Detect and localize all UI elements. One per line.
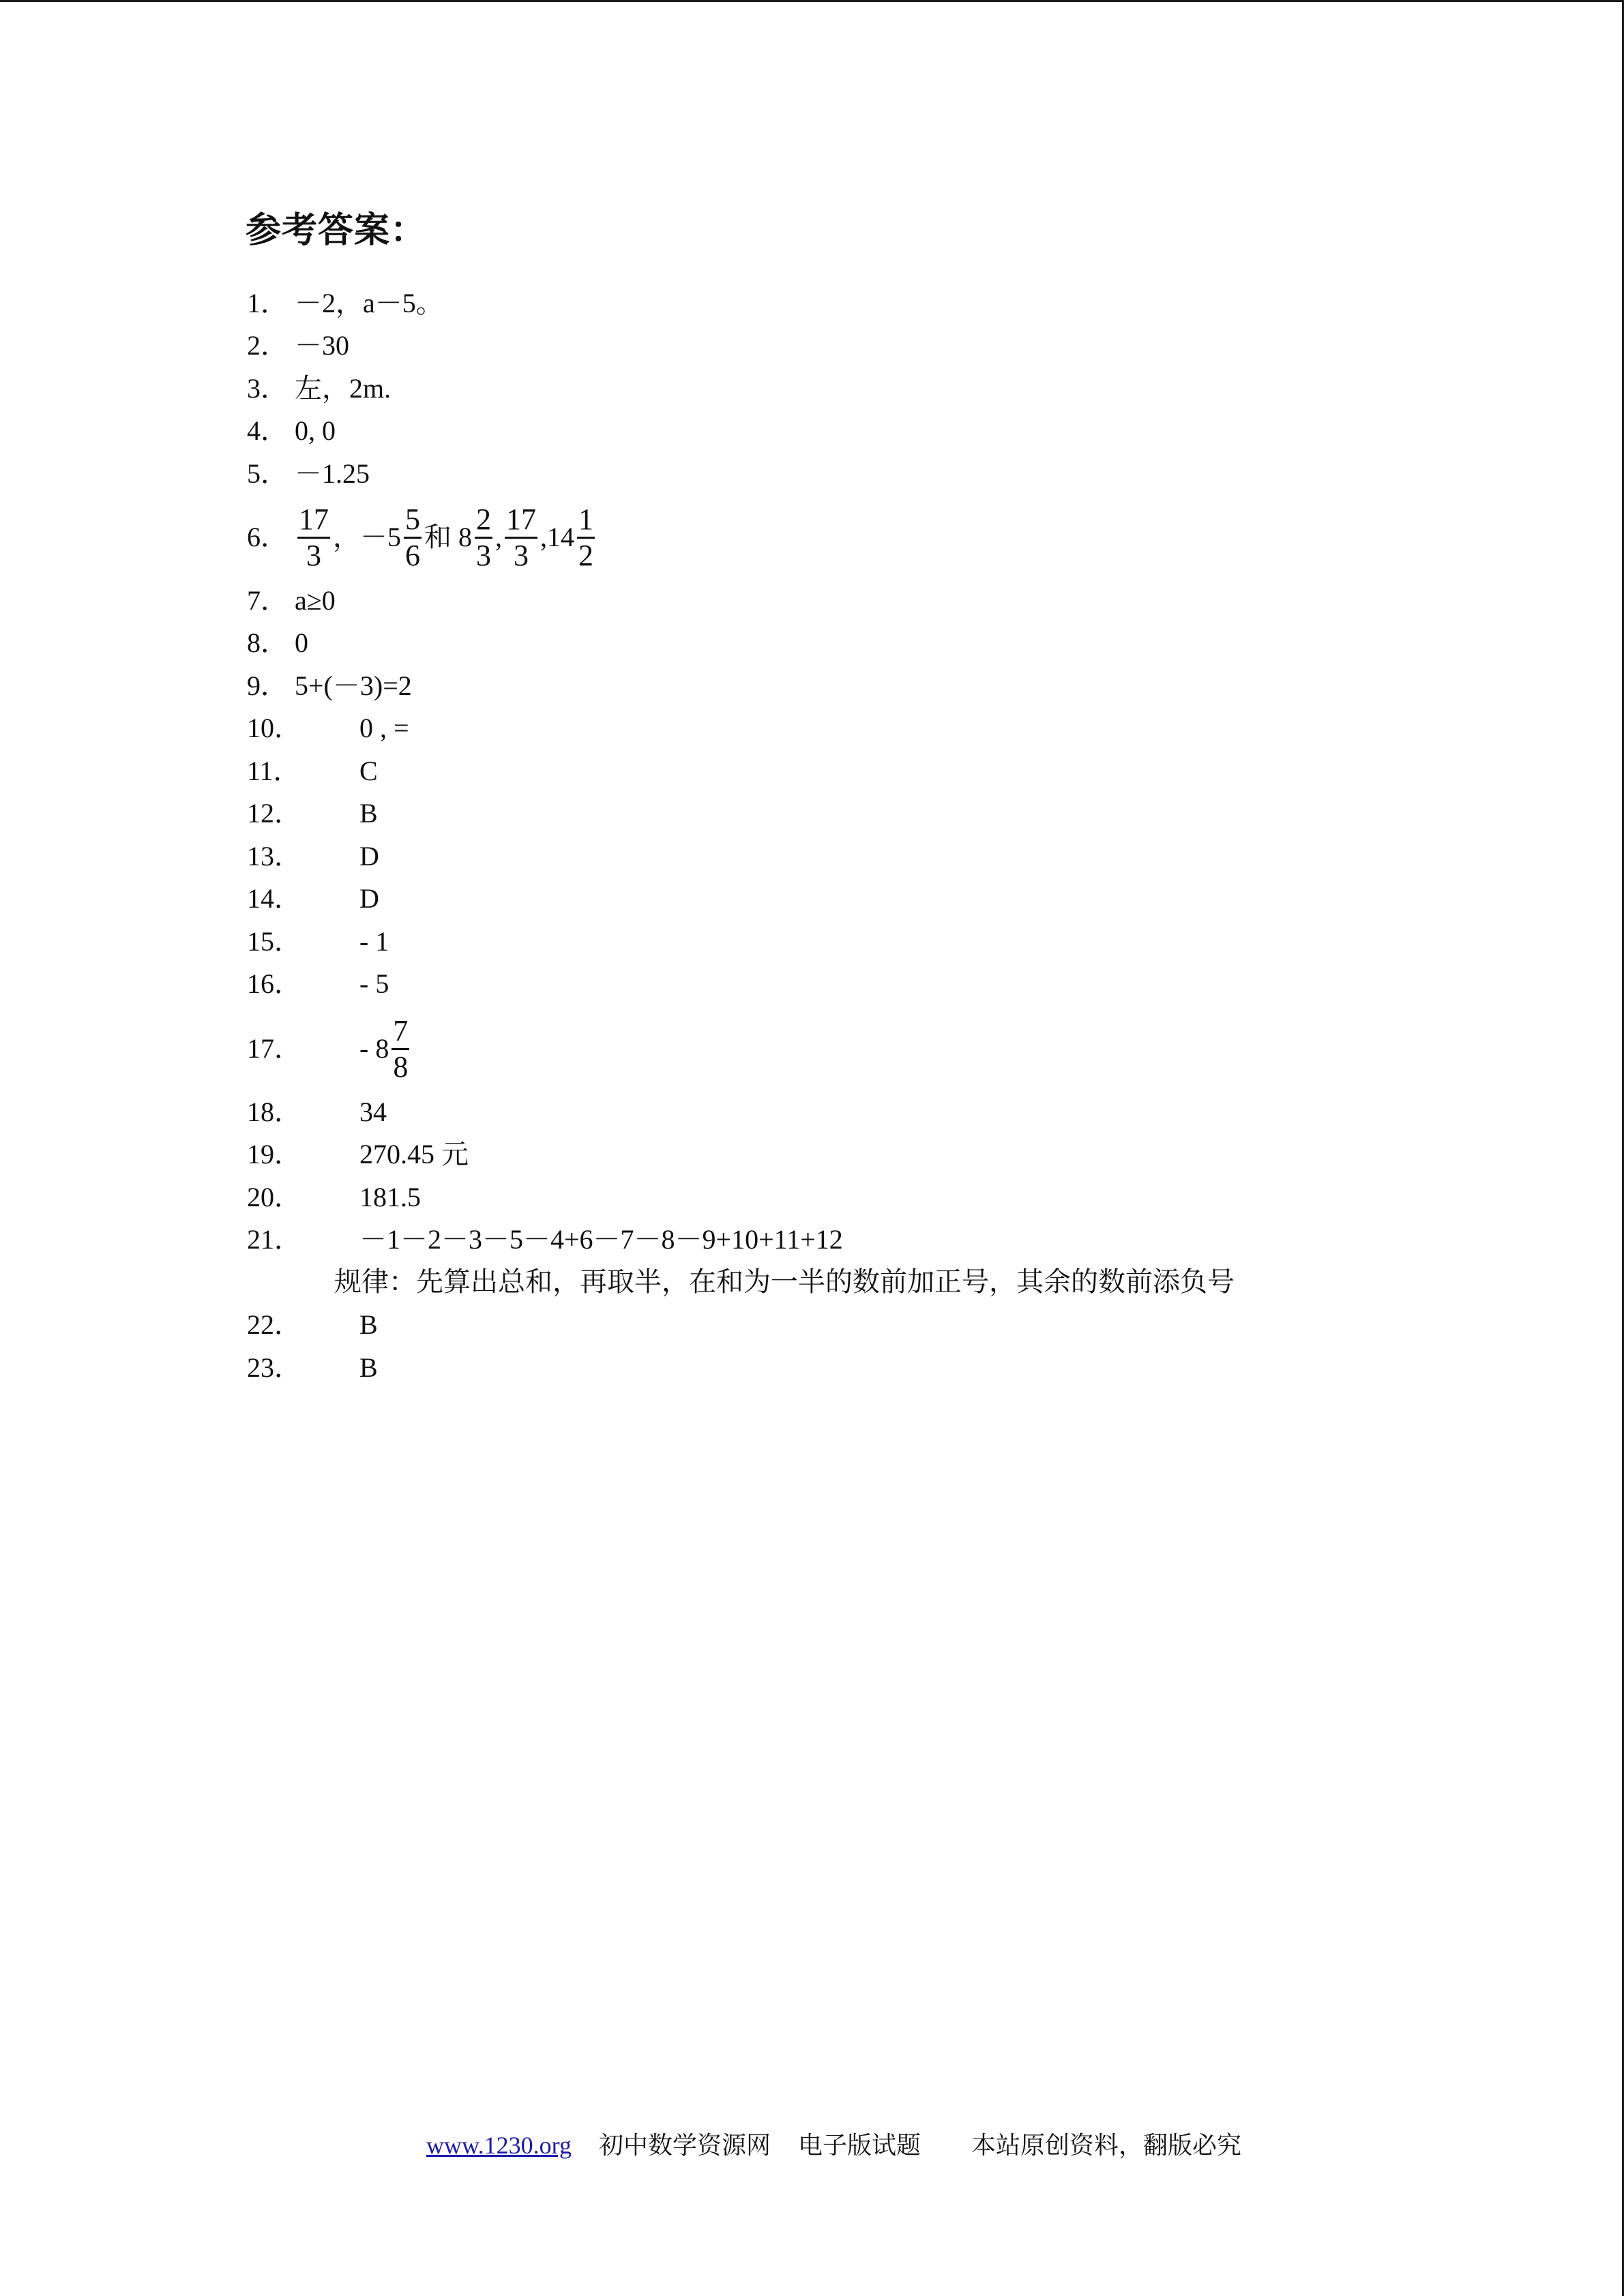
fraction — [577, 503, 595, 573]
answer-text: 34 — [359, 1097, 387, 1127]
fraction — [392, 1014, 409, 1084]
denominator: 3 — [514, 538, 529, 572]
answer-number: 11． — [247, 756, 301, 786]
answer-number: 13． — [247, 841, 301, 871]
answer-text: C — [359, 756, 378, 786]
denominator: 6 — [405, 538, 420, 572]
answer-text: D — [359, 841, 379, 871]
answer-number: 15． — [247, 926, 301, 957]
page-top-border — [0, 0, 1624, 2]
denominator: 2 — [578, 538, 593, 572]
answer-number: 21． — [247, 1224, 301, 1255]
answer-number: 2． — [247, 330, 288, 361]
answer-number: 12． — [247, 798, 301, 829]
answer-number: 20． — [247, 1182, 301, 1212]
answer-text: 0 — [295, 627, 308, 658]
answer-text: - 5 — [359, 968, 389, 999]
numerator: 2 — [476, 502, 491, 536]
site-name: 初中数学资源网 — [599, 2132, 771, 2159]
answer-text: B — [359, 1309, 378, 1340]
answer-text: a≥0 — [295, 585, 336, 616]
answer-number: 1． — [247, 288, 288, 318]
answer-text: 181.5 — [359, 1182, 421, 1212]
answer-number: 16． — [247, 968, 301, 999]
answer-text: －2，a－5。 — [295, 288, 443, 318]
text-segment: - 8 — [359, 1033, 389, 1064]
fraction — [404, 503, 422, 573]
answer-text: B — [359, 1352, 378, 1383]
denominator: 3 — [306, 538, 321, 572]
answer-text: －30 — [295, 330, 349, 361]
answer-number: 17． — [247, 1033, 301, 1064]
fraction — [505, 503, 537, 573]
answer-number: 5． — [247, 458, 288, 489]
denominator: 8 — [393, 1049, 409, 1084]
text-segment: , — [495, 522, 502, 552]
answer-text: - 1 — [359, 926, 389, 957]
answer-number: 18． — [247, 1097, 301, 1127]
answer-text: 0, 0 — [295, 415, 336, 446]
doc-type: 电子版试题 — [798, 2132, 921, 2159]
answer-text: －1.25 — [295, 458, 370, 489]
answer-number: 9． — [247, 670, 288, 701]
answer-text: B — [359, 798, 378, 829]
copyright-notice: 本站原创资料，翻版必究 — [971, 2132, 1242, 2159]
answer-number: 8． — [247, 627, 288, 658]
answer-number: 3． — [247, 373, 288, 404]
fraction — [475, 503, 492, 573]
numerator: 1 — [578, 502, 593, 536]
answer-21-explanation: 规律：先算出总和，再取半，在和为一半的数前加正号，其余的数前添负号 — [334, 1266, 1235, 1297]
answer-text: D — [359, 883, 379, 914]
numerator: 7 — [393, 1013, 409, 1047]
page-footer — [426, 2132, 1241, 2159]
numerator: 5 — [405, 502, 420, 536]
text-segment: ，－5 — [333, 522, 401, 552]
page-title: 参考答案： — [246, 210, 427, 251]
answer-text: 0 , = — [359, 713, 409, 743]
answer-number: 4． — [247, 415, 288, 446]
numerator: 17 — [506, 502, 536, 536]
answer-text: 左，2m. — [295, 373, 392, 404]
answer-number: 22． — [247, 1309, 301, 1340]
text-segment: 和 8 — [424, 522, 472, 552]
answer-number: 19． — [247, 1139, 301, 1169]
answer-text — [359, 1008, 412, 1090]
answer-text: 5+(－3)=2 — [295, 670, 412, 701]
answer-number: 23． — [247, 1352, 301, 1383]
answer-text: －1－2－3－5－4+6－7－8－9+10+11+12 — [359, 1224, 843, 1255]
answer-number: 7． — [247, 585, 288, 616]
answer-text — [295, 496, 597, 578]
answer-number: 10． — [247, 713, 301, 743]
answer-number: 14． — [247, 883, 301, 914]
denominator: 3 — [476, 538, 491, 572]
text-segment: ,14 — [540, 522, 574, 552]
answer-number: 6． — [247, 522, 288, 552]
answer-text: 270.45 元 — [359, 1139, 469, 1169]
site-link[interactable]: www.1230.org — [426, 2132, 572, 2159]
fraction — [297, 503, 330, 573]
numerator: 17 — [299, 502, 329, 536]
